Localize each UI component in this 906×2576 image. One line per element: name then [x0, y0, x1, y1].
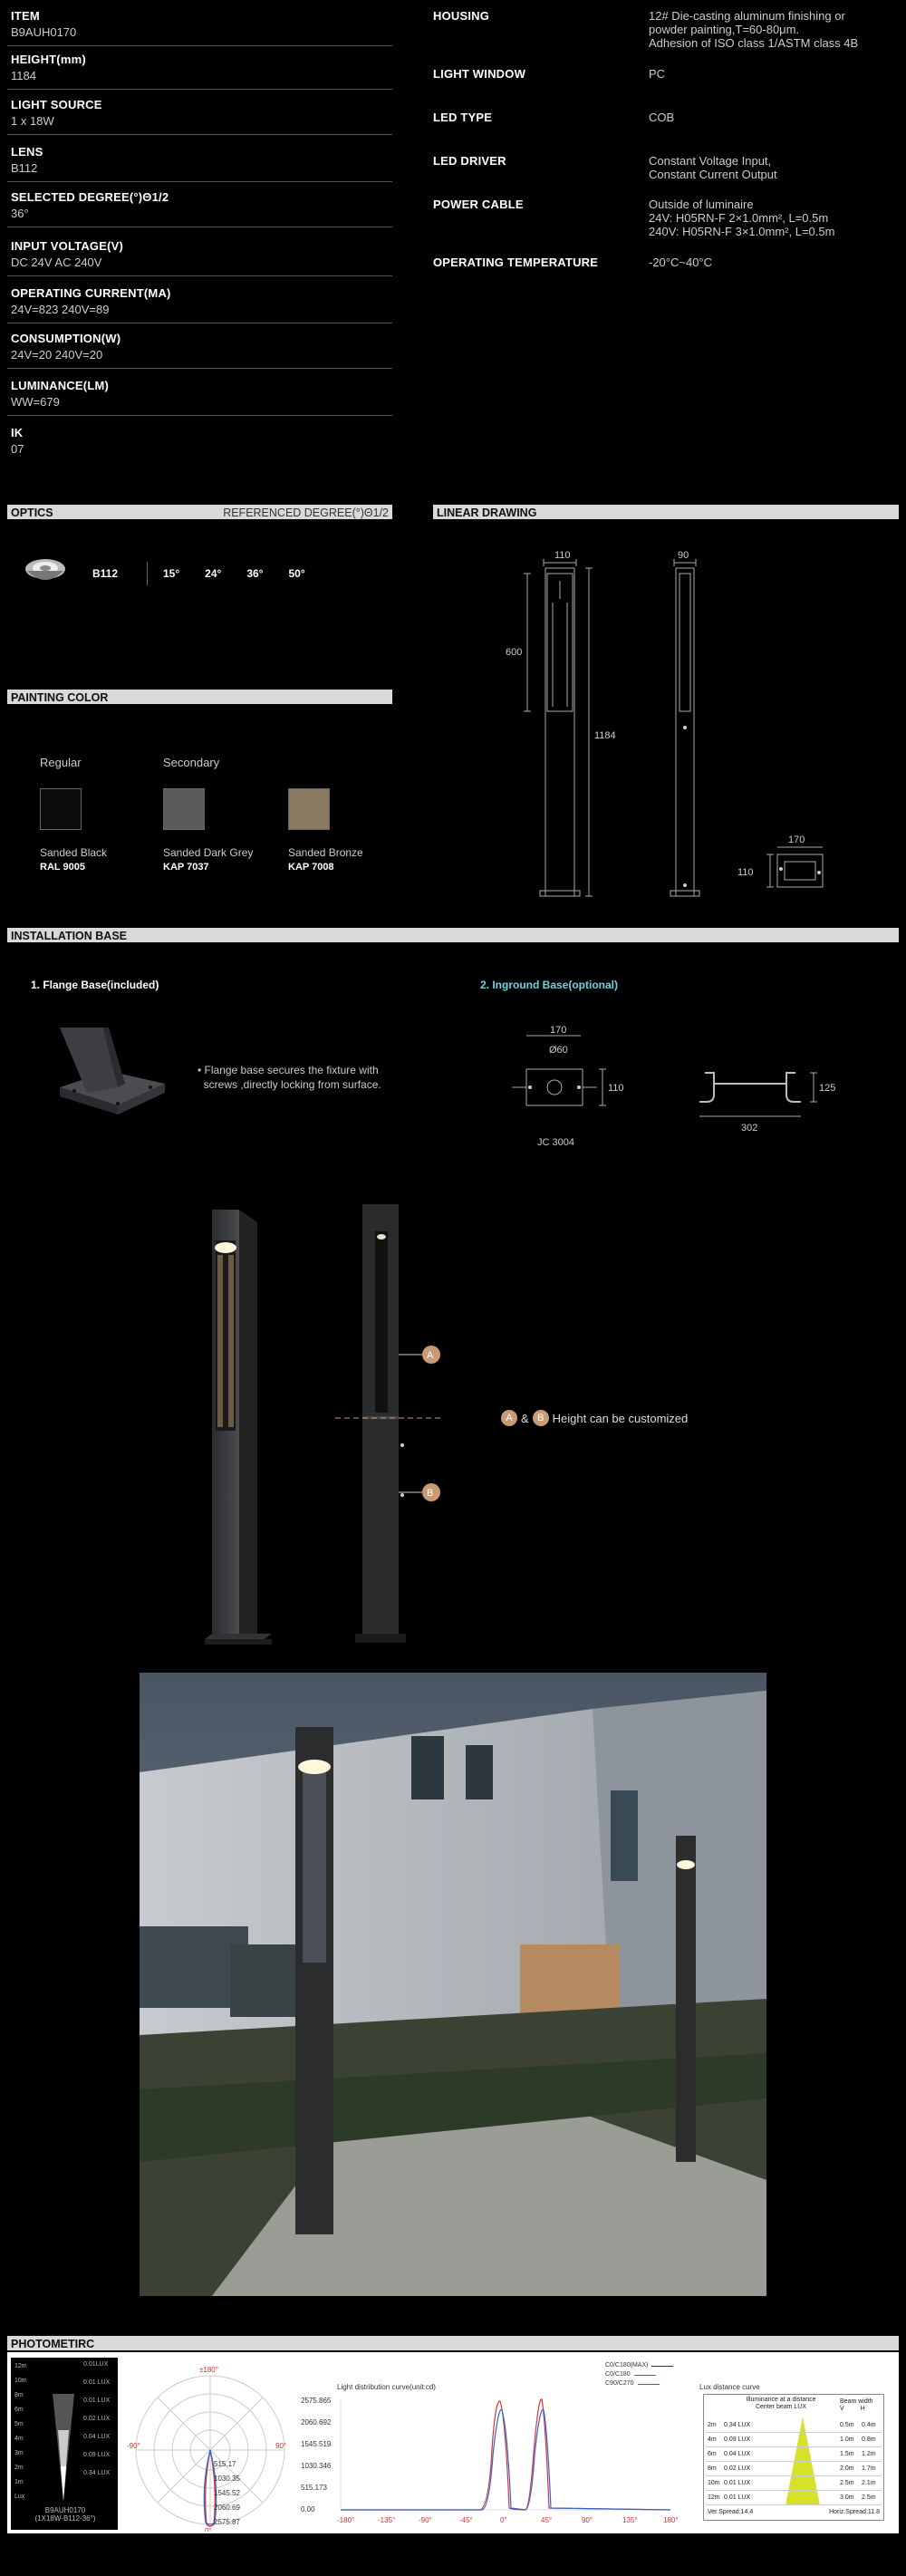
lux-cell: 0.02 LUX: [724, 2465, 751, 2472]
custom-text: Height can be customized: [552, 1411, 689, 1425]
lux-h: H: [860, 2406, 865, 2412]
scene-photo: [140, 1673, 766, 2296]
lux-v: V: [840, 2406, 844, 2412]
inground-drawing: [494, 1020, 675, 1156]
dim-90-top: 90: [678, 550, 689, 561]
iso-left-label: 4m: [14, 2436, 24, 2442]
spec-label: LUMINANCE(LM): [11, 379, 110, 392]
spec-value: DC 24V AC 240V: [11, 256, 102, 269]
painting-title: PAINTING COLOR: [11, 691, 109, 704]
curve-x-tick: -135°: [378, 2516, 396, 2524]
lux-table: [703, 2394, 884, 2521]
color-swatch: [40, 788, 82, 830]
spec-label: OPERATING TEMPERATURE: [433, 256, 599, 269]
spec-value: 1184: [11, 69, 36, 82]
lens-icon: [24, 556, 67, 587]
marker-b: B: [427, 1488, 434, 1499]
legend-line: [651, 2366, 673, 2367]
lens-name: B112: [92, 567, 119, 580]
lux-cell: 12m: [708, 2494, 720, 2501]
spec-label: OPERATING CURRENT(MA): [11, 286, 171, 300]
degree-option: 24°: [205, 567, 222, 580]
curve-x-tick: -180°: [337, 2516, 355, 2524]
spec-value: 24V=20 240V=20: [11, 348, 103, 362]
painting-header: [7, 690, 392, 704]
curve-x-tick: -45°: [459, 2516, 473, 2524]
spec-value: 36°: [11, 207, 29, 220]
curve-x-tick: 180°: [663, 2516, 679, 2524]
spec-value: B112: [11, 161, 38, 175]
lux-vh: [840, 2406, 865, 2412]
lux-row: [706, 2491, 882, 2505]
curve-legend: [605, 2361, 673, 2388]
dim-125: 125: [819, 1083, 836, 1094]
anchor-drawing: [687, 1058, 868, 1149]
iso-left-label: 6m: [14, 2407, 24, 2413]
lux-cell: 0.01 LUX: [724, 2480, 751, 2486]
photometric-title: PHOTOMETIRC: [11, 2338, 95, 2350]
lux-cell: 6m: [708, 2451, 717, 2457]
regular-label: Regular: [40, 756, 82, 769]
curve-x-tick: 0°: [500, 2516, 507, 2524]
iso-right-label: 0.34 LUX: [83, 2470, 111, 2476]
flange-title: 1. Flange Base(included): [31, 979, 159, 991]
spec-divider: [7, 181, 392, 182]
dim-170-base: 170: [788, 835, 805, 845]
curve-y-tick: 0.00: [301, 2505, 315, 2513]
color-swatch: [163, 788, 205, 830]
spec-label: ITEM: [11, 9, 40, 23]
install-title: INSTALLATION BASE: [11, 930, 128, 942]
legend-text: C90/C270: [605, 2380, 634, 2387]
iso-right-label: 0.02 LUX: [83, 2416, 111, 2422]
legend-item: [605, 2370, 673, 2379]
degree-option: 50°: [288, 567, 305, 580]
degree-list: [163, 567, 305, 580]
spec-divider: [7, 134, 392, 135]
swatch-name: Sanded Bronze: [288, 846, 363, 859]
curve-x-tick: 45°: [541, 2516, 553, 2524]
lux-cell: 2.0m: [840, 2465, 854, 2472]
iso-right-label: 0.01LUX: [83, 2361, 109, 2368]
curve-y-tick: 515.173: [301, 2484, 327, 2492]
dim-110-inground: 110: [608, 1083, 624, 1094]
polar-bottom: 0°: [205, 2527, 212, 2532]
spec-label: SELECTED DEGREE(°)Θ1/2: [11, 190, 169, 204]
iso-left-label: 10m: [14, 2378, 27, 2384]
amp: &: [521, 1411, 529, 1425]
polar-value: 1030.35: [214, 2475, 240, 2483]
spec-label: HOUSING: [433, 9, 490, 23]
iso-right-label: 0.01 LUX: [83, 2398, 111, 2404]
spec-label: LIGHT SOURCE: [11, 98, 102, 111]
lux-row: [706, 2447, 882, 2462]
lux-cell: 2.1m: [862, 2480, 876, 2486]
spec-value: 12# Die-casting aluminum finishing or powder painting,T=60-80μm. Adhesion of ISO class 1/ASTM class 4B: [649, 9, 859, 50]
lux-cell: 0.01 LUX: [724, 2494, 751, 2501]
legend-item: [605, 2379, 673, 2388]
lux-title: Lux distance curve: [699, 2383, 760, 2391]
flange-base-image: [51, 1024, 169, 1133]
lux-cell: 0.04 LUX: [724, 2451, 751, 2457]
spec-label: LED TYPE: [433, 111, 493, 124]
lux-footer: [704, 2507, 883, 2517]
lux-footer-left: Ver.Spread:14.4: [708, 2509, 754, 2515]
lux-cell: 1.2m: [862, 2451, 876, 2457]
custom-height-note: [501, 1410, 688, 1426]
spec-value: B9AUH0170: [11, 25, 77, 39]
lux-row: [706, 2476, 882, 2491]
curve-x-tick: 135°: [622, 2516, 638, 2524]
optics-subtitle: REFERENCED DEGREE(°)Θ1/2: [223, 507, 389, 519]
spec-divider: [7, 415, 392, 416]
iso-right-label: 0.09 LUX: [83, 2452, 111, 2458]
badge-b: B: [533, 1410, 549, 1426]
dim-110-top: 110: [554, 550, 571, 561]
swatch-code: KAP 7008: [288, 862, 334, 873]
polar-top: ±180°: [199, 2366, 218, 2374]
swatch-code: RAL 9005: [40, 862, 85, 873]
curve-y-tick: 1545.519: [301, 2440, 332, 2448]
product-render: [181, 1201, 471, 1654]
lux-cell: 2m: [708, 2422, 717, 2428]
linear-header: [433, 505, 899, 519]
lux-cell: 1.0m: [840, 2436, 854, 2443]
dim-110-base: 110: [737, 867, 754, 878]
spec-value: 07: [11, 442, 24, 456]
badge-a: A: [501, 1410, 517, 1426]
spec-value: Outside of luminaire 24V: H05RN-F 2×1.0mm², L=0.5m 240V: H05RN-F 3×1.0mm², L=0.5m: [649, 198, 835, 238]
curve-x-tick: 90°: [582, 2516, 593, 2524]
optics-divider: [147, 562, 148, 585]
curve-title: Light distribution curve(unit:cd): [337, 2383, 436, 2391]
linear-title: LINEAR DRAWING: [437, 507, 537, 519]
iso-caption: B9AUH0170 (1X18W-B112-36°): [34, 2506, 96, 2523]
lux-row: [706, 2433, 882, 2447]
lux-cell: 0.09 LUX: [724, 2436, 751, 2443]
lux-cell: 0.8m: [862, 2436, 876, 2443]
legend-line: [634, 2375, 656, 2376]
lux-cell: 3.0m: [840, 2494, 854, 2501]
legend-text: C0/C180(MAX): [605, 2362, 649, 2369]
isolux-chart: [11, 2358, 118, 2530]
iso-left-labels: [14, 2361, 27, 2503]
polar-value: 515.17: [214, 2460, 236, 2468]
polar-value: 2060.69: [214, 2504, 240, 2512]
distribution-curve: [299, 2392, 680, 2528]
curve-y-tick: 2060.692: [301, 2418, 332, 2426]
spec-label: POWER CABLE: [433, 198, 524, 211]
dim-1184: 1184: [594, 730, 616, 741]
iso-left-label: 12m: [14, 2363, 27, 2369]
spec-value: Constant Voltage Input, Constant Current Output: [649, 154, 777, 181]
lux-footer-right: Horiz.Spread:11.8: [829, 2509, 880, 2515]
spec-value: 24V=823 240V=89: [11, 303, 110, 316]
secondary-label: Secondary: [163, 756, 220, 769]
spec-label: IK: [11, 426, 24, 439]
iso-right-label: 0.04 LUX: [83, 2434, 111, 2440]
polar-left: -90°: [127, 2442, 140, 2450]
photometric-header: [7, 2336, 899, 2350]
optics-title: OPTICS: [11, 507, 53, 519]
degree-option: 15°: [163, 567, 180, 580]
swatch-name: Sanded Black: [40, 846, 108, 859]
dim-d60: Ø60: [549, 1045, 568, 1056]
iso-left-label: 8m: [14, 2392, 24, 2398]
lux-cell: 0.4m: [862, 2422, 876, 2428]
spec-label: CONSUMPTION(W): [11, 332, 121, 345]
lux-cell: 1.7m: [862, 2465, 876, 2472]
swatch-code: KAP 7037: [163, 862, 209, 873]
spec-label: LENS: [11, 145, 43, 159]
lux-cell: 1.5m: [840, 2451, 854, 2457]
iso-left-label: Lux: [14, 2494, 25, 2500]
lux-beam: Beam width: [840, 2398, 873, 2405]
polar-value: 1545.52: [214, 2489, 240, 2497]
spec-value: WW=679: [11, 395, 60, 409]
spec-label: LIGHT WINDOW: [433, 67, 526, 81]
optics-header: [7, 505, 392, 519]
flange-desc: • Flange base secures the fixture with screws ,directly locking from surface.: [198, 1064, 381, 1091]
lux-header: Illuminance at a distance Center beam LUX: [746, 2397, 816, 2410]
polar-right: 90°: [275, 2442, 287, 2450]
iso-right-labels: [83, 2361, 110, 2476]
spec-divider: [7, 368, 392, 369]
marker-a: A: [427, 1350, 434, 1361]
lux-row: [706, 2418, 882, 2433]
spec-divider: [7, 45, 392, 46]
curve-y-tick: 2575.865: [301, 2397, 332, 2405]
polar-value: 2575.87: [214, 2518, 240, 2526]
lux-rows: [706, 2418, 882, 2505]
color-swatch: [288, 788, 330, 830]
lux-cell: 8m: [708, 2465, 717, 2472]
lux-cell: 0.34 LUX: [724, 2422, 751, 2428]
iso-left-label: 5m: [14, 2421, 24, 2427]
linear-drawing: [489, 548, 834, 906]
legend-text: C0/C180: [605, 2371, 631, 2378]
spec-value: 1 x 18W: [11, 114, 54, 128]
lux-cell: 2.5m: [840, 2480, 854, 2486]
spec-divider: [7, 89, 392, 90]
legend-item: [605, 2361, 673, 2370]
degree-option: 36°: [246, 567, 264, 580]
curve-y-tick: 1030.346: [301, 2462, 332, 2470]
install-header: [7, 928, 899, 942]
iso-left-label: 1m: [14, 2479, 24, 2485]
spec-divider: [7, 275, 392, 276]
inground-model: JC 3004: [537, 1137, 574, 1148]
legend-line: [638, 2384, 660, 2385]
spec-label: HEIGHT(mm): [11, 53, 86, 66]
iso-left-label: 2m: [14, 2465, 24, 2471]
spec-value: PC: [649, 67, 666, 81]
spec-value: COB: [649, 111, 675, 124]
spec-label: INPUT VOLTAGE(V): [11, 239, 124, 253]
lux-cell: 2.5m: [862, 2494, 876, 2501]
dim-302: 302: [741, 1123, 758, 1134]
lux-cell: 0.5m: [840, 2422, 854, 2428]
iso-right-label: 0.01 LUX: [83, 2379, 111, 2386]
inground-title: 2. Inground Base(optional): [480, 979, 618, 991]
lux-cell: 10m: [708, 2480, 720, 2486]
dim-600: 600: [506, 647, 523, 658]
iso-left-label: 3m: [14, 2450, 24, 2456]
polar-chart: [127, 2359, 308, 2532]
lux-cell: 4m: [708, 2436, 717, 2443]
spec-label: LED DRIVER: [433, 154, 506, 168]
spec-value: -20°C~40°C: [649, 256, 713, 269]
curve-x-tick: -90°: [419, 2516, 432, 2524]
lux-row: [706, 2462, 882, 2476]
dim-170-inground: 170: [550, 1025, 567, 1036]
swatch-name: Sanded Dark Grey: [163, 846, 254, 859]
